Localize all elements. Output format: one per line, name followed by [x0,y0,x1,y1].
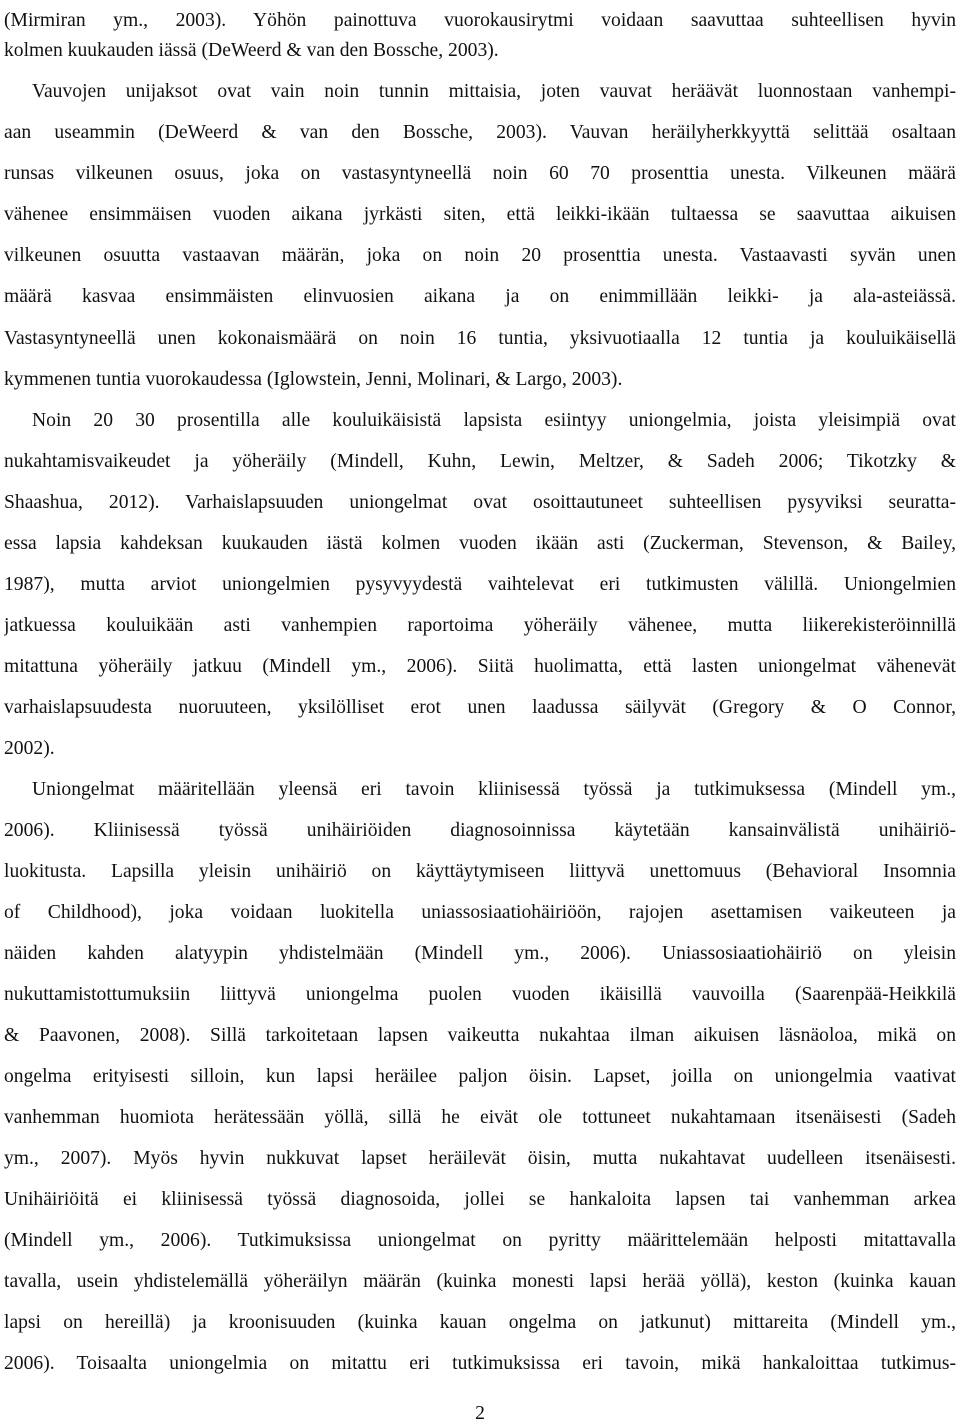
text-line: Vauvojen unijaksot ovat vain noin tunnin mittaisia, joten vauvat heräävät luonnostaan vanhempi- [32,81,956,102]
text-line: Vastasyntyneellä unen kokonaismäärä on noin 16 tuntia, yksivuotiaalla 12 tuntia ja kouluikäisellä [4,328,956,349]
text-line: ym., 2007). Myös hyvin nukkuvat lapset heräilevät öisin, mutta nukahtavat uudelleen itsenäisesti. [4,1148,956,1169]
text-line: luokitusta. Lapsilla yleisin unihäiriö on käyttäytymiseen liittyvä unettomuus (Behavioral Insomnia [4,861,956,882]
text-line: 2006). Toisaalta uniongelmia on mitattu eri tutkimuksissa eri tavoin, mikä hankaloittaa tutkimus- [4,1353,956,1374]
text-line: runsas vilkeunen osuus, joka on vastasyntyneellä noin 60 70 prosenttia unesta. Vilkeunen määrä [4,163,956,184]
text-line: & Paavonen, 2008). Sillä tarkoitetaan lapsen vaikeutta nukahtaa ilman aikuisen läsnäoloa, mikä on [4,1025,956,1046]
text-line: määrä kasvaa ensimmäisten elinvuosien aikana ja on enimmillään leikki- ja ala-asteiässä. [4,286,956,307]
text-line: nukuttamistottumuksiin liittyvä uniongelma puolen vuoden ikäisillä vauvoilla (Saarenpää-Heikkilä [4,984,956,1005]
text-line: lapsi on hereillä) ja kroonisuuden (kuinka kauan ongelma on jatkunut) mittareita (Mindell ym., [4,1312,956,1333]
text-line: tavalla, usein yhdistelemällä yöheräilyn määrän (kuinka monesti lapsi herää yöllä), keston (kuinka kauan [4,1271,956,1292]
text-line: mitattuna yöheräily jatkuu (Mindell ym., 2006). Siitä huolimatta, että lasten uniongelmat vähenevät [4,656,956,677]
page-number: 2 [475,1403,485,1424]
text-line: vähenee ensimmäisen vuoden aikana jyrkästi siten, että leikki-ikään tultaessa se saavuttaa aikuisen [4,204,956,225]
text-line: varhaislapsuudesta nuoruuteen, yksilölliset erot unen laadussa säilyvät (Gregory & O Connor, [4,697,956,718]
text-line: jatkuessa kouluikään asti vanhempien raportoima yöheräily vähenee, mutta liikerekisteröinnillä [4,615,956,636]
text-line: (Mindell ym., 2006). Tutkimuksissa uniongelmat on pyritty määrittelemään helposti mitattavalla [4,1230,956,1251]
text-line: 2006). Kliinisessä työssä unihäiriöiden diagnosoinnissa käytetään kansainvälistä unihäiriö- [4,820,956,841]
text-line: vilkeunen osuutta vastaavan määrän, joka on noin 20 prosenttia unesta. Vastaavasti syvän unen [4,245,956,266]
text-line: aan useammin (DeWeerd & van den Bossche, 2003). Vauvan heräilyherkkyyttä selittää osaltaan [4,122,956,143]
text-line: Shaashua, 2012). Varhaislapsuuden uniongelmat ovat osoittautuneet suhteellisen pysyviksi seuratta- [4,492,956,513]
text-line: 1987), mutta arviot uniongelmien pysyvyydestä vaihtelevat eri tutkimusten välillä. Uniongelmien [4,574,956,595]
text-line: 2002). [4,738,55,759]
text-line: essa lapsia kahdeksan kuukauden iästä kolmen vuoden ikään asti (Zuckerman, Stevenson, & Bailey, [4,533,956,554]
text-line: vanhemman huomiota herätessään yöllä, sillä he eivät ole tottuneet nukahtamaan itsenäisesti (Sadeh [4,1107,956,1128]
text-line: nukahtamisvaikeudet ja yöheräily (Mindell, Kuhn, Lewin, Meltzer, & Sadeh 2006; Tikotzky & [4,451,956,472]
text-line: Unihäiriöitä ei kliinisessä työssä diagnosoida, jollei se hankaloita lapsen tai vanhemman arkea [4,1189,956,1210]
text-line: kolmen kuukauden iässä (DeWeerd & van den Bossche, 2003). [4,40,499,61]
text-line: Noin 20 30 prosentilla alle kouluikäisistä lapsista esiintyy uniongelmia, joista yleisimpiä ovat [32,410,956,431]
text-line: kymmenen tuntia vuorokaudessa (Iglowstein, Jenni, Molinari, & Largo, 2003). [4,369,623,390]
text-line: näiden kahden alatyypin yhdistelmään (Mindell ym., 2006). Uniassosiaatiohäiriö on yleisin [4,943,956,964]
text-line: ongelma erityisesti silloin, kun lapsi heräilee paljon öisin. Lapset, joilla on uniongelmia vaativat [4,1066,956,1087]
text-line: (Mirmiran ym., 2003). Yöhön painottuva vuorokausirytmi voidaan saavuttaa suhteellisen hyvin [4,10,956,31]
text-line: of Childhood), joka voidaan luokitella uniassosiaatiohäiriöön, rajojen asettamisen vaikeuteen ja [4,902,956,923]
text-line: Uniongelmat määritellään yleensä eri tavoin kliinisessä työssä ja tutkimuksessa (Mindell ym., [32,779,956,800]
